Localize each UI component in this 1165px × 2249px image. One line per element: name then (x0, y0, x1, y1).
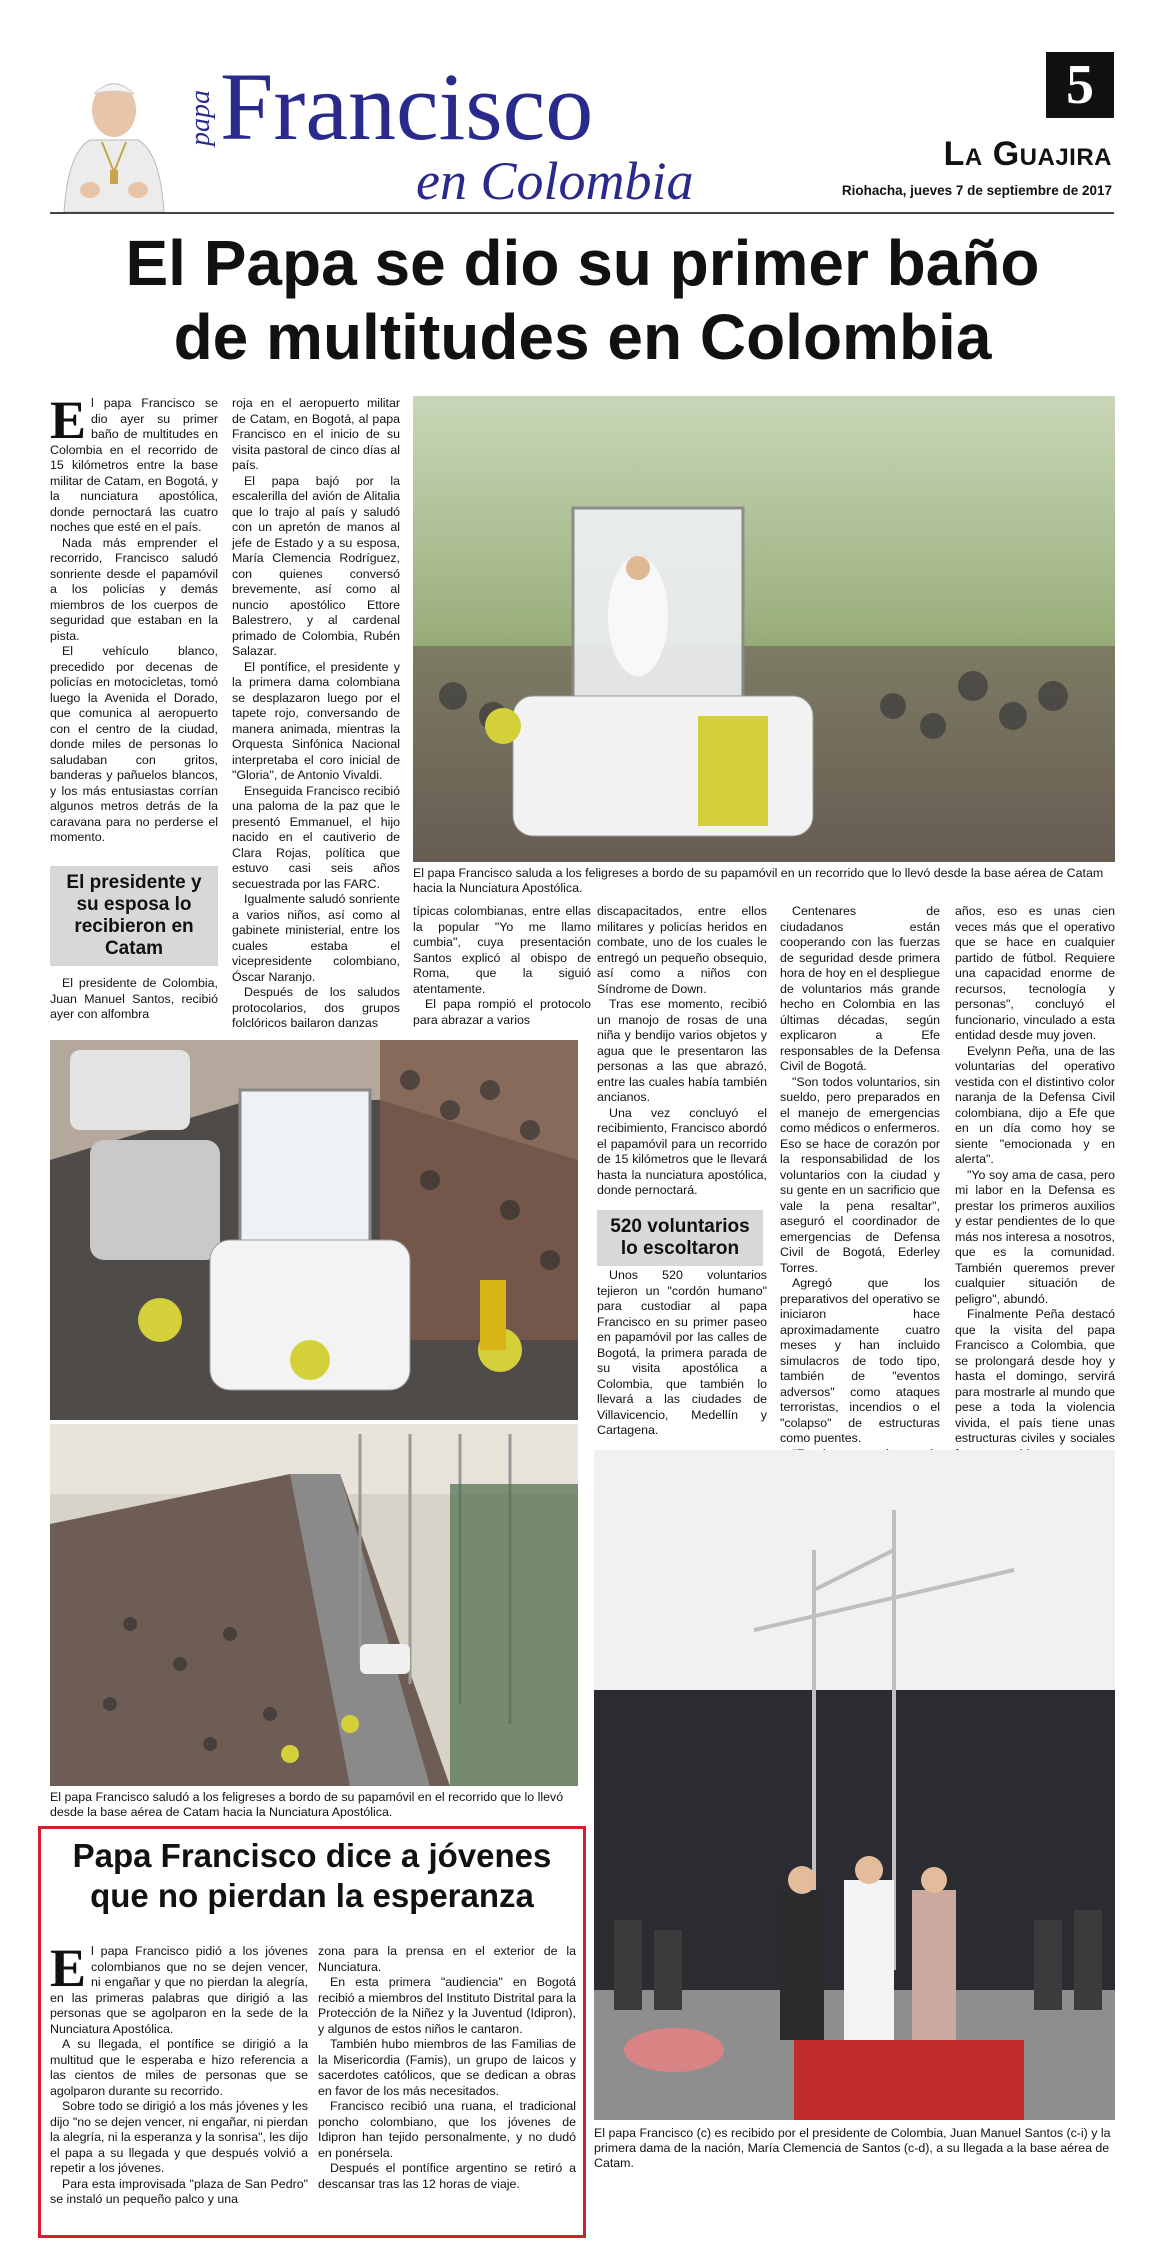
paragraph: típicas colombianas, entre ellas la popular "Yo me llamo cumbia", cuya presentación Santos explicó al obispo de Roma, que la siguió atentamente. (413, 904, 591, 996)
paragraph: El papa rompió el protocolo para abrazar a varios (413, 997, 591, 1027)
box-column-2 (318, 1944, 576, 2192)
masthead-rule (50, 212, 1114, 214)
subhead-presidente: El presidente y su esposa lo recibieron en Catam (50, 866, 218, 966)
headline-line-1: El Papa se dio su primer baño (125, 227, 1040, 299)
article-column-4-end (597, 1268, 767, 1439)
paragraph: Nada más emprender el recorrido, Francisco saludó sonriente desde el papamóvil a los policías y demás miembros de los cuerpos de seguridad que estaban en la pista. (50, 535, 218, 643)
headline (40, 226, 1125, 374)
paragraph: l papa Francisco se dio ayer su primer baño de multitudes en Colombia en el recorrido de 15 kilómetros entre la base militar de Catam, en Bogotá, y la nunciatura apostólica, donde pernoctará las cuatro noches que esté en el país. (50, 396, 218, 534)
paragraph: zona para la prensa en el exterior de la Nunciatura. (318, 1944, 576, 1974)
photo-3-caption: El papa Francisco saludó a los feligreses a bordo de su papamóvil en el recorrido que lo llevó desde la base aérea de Catam hacia la Nunciatura Apostólica. (50, 1790, 564, 1819)
photo-1-caption: El papa Francisco saluda a los feligreses a bordo de su papamóvil en un recorrido que lo llevó desde la base aérea de Catam hacia la Nunciatura Apostólica. (413, 866, 1104, 895)
paragraph: l papa Francisco pidió a los jóvenes colombianos que no se dejen vencer, ni engañar y que no pierdan la alegría, en las primeras palabras que dirigió a las personas que se agolparon en la sede de la Nunciatura Apostólica. (50, 1944, 308, 2036)
paragraph: El presidente de Colombia, Juan Manuel Santos, recibió ayer con alfombra (50, 976, 218, 1021)
article-column-3 (413, 904, 591, 1028)
paragraph: Enseguida Francisco recibió una paloma de la paz que le presentó Emmanuel, el hijo nacido en el cautiverio de Clara Rojas, política que estuvo casi seis años secuestrada por las FARC. (232, 783, 400, 891)
paragraph: discapacitados, entre ellos militares y policías heridos en combate, uno de los cuales le entregó un pequeño obsequio, así como a niños con Síndrome de Down. (597, 904, 767, 996)
paragraph: En esta primera "audiencia" en Bogotá recibió a miembros del Instituto Distrital para la Protección de la Niñez y la Juventud (Idipron), y algunos de estos niños le cantaron. (318, 1975, 576, 2036)
box-title-line-1: Papa Francisco dice a jóvenes (72, 1837, 552, 1874)
photo-4-caption: El papa Francisco (c) es recibido por el presidente de Colombia, Juan Manuel Santos (c-i) y la primera dama de la nación, María Clemencia de Santos (c-d), a su llegada a la base aérea de Catam. (594, 2126, 1111, 2170)
paragraph: Sobre todo se dirigió a los más jóvenes y les dijo "no se dejen vencer, ni engañar, ni pierdan la alegría, ni la esperanza y la sonrisa", les dijo el papa a su llegada y que después volvió a repetir a los jóvenes. (50, 2099, 308, 2175)
article-column-6 (955, 904, 1115, 1462)
page-number: 5 (1046, 52, 1114, 118)
paragraph: Agregó que los preparativos del operativo se iniciaron hace aproximadamente cuatro meses y han incluido simulacros de todo tipo, también de "eventos adversos" como ataques terroristas, incendios o el "colapso" de estructuras como puentes. (780, 1276, 940, 1445)
subhead-voluntarios: 520 voluntarios lo escoltaron (597, 1210, 763, 1266)
photo-papamovil-catam (413, 396, 1115, 862)
article-column-2 (232, 396, 400, 1032)
drop-cap: E (50, 390, 87, 450)
pope-portrait (50, 52, 178, 212)
paragraph: Después de los saludos protocolarios, dos grupos folclóricos bailaron danzas (232, 985, 400, 1030)
article-column-5 (780, 904, 940, 1509)
box-title (44, 1836, 580, 1916)
masthead-papa: papa (185, 90, 216, 146)
paragraph: Evelynn Peña, una de las voluntarias del operativo vestida con el distintivo color naranja de la Defensa Civil colombiana, dijo a Efe que en un día como hoy se siente "emocionada y en alerta". (955, 1043, 1115, 1166)
photo-papamovil-motorcade (50, 1040, 578, 1420)
paragraph: Centenares de ciudadanos están cooperando con las fuerzas de seguridad desde primera hora de hoy en el despliegue de voluntarios más grande hecho en Colombia en las últimas décadas, según explicaron a Efe responsables de la Defensa Civil de Bogotá. (780, 904, 940, 1073)
paper-name: La Guajira (943, 135, 1112, 173)
article-column-1-end (50, 976, 218, 1023)
headline-line-2: de multitudes en Colombia (173, 301, 992, 373)
masthead-en-colombia: en Colombia (416, 151, 694, 211)
paragraph: También hubo miembros de las Familias de la Misericordia (Famis), un grupo de laicos y sacerdotes católicos, que se dedican a obras en favor de los más necesitados. (318, 2037, 576, 2098)
paragraph: A su llegada, el pontífice se dirigió a la multitud que le esperaba e hizo referencia a las cientos de miles de personas que se agolparon durante su recorrido. (50, 2037, 308, 2098)
paragraph: años, eso es unas cien veces más que el operativo que se hace en cualquier partido de fútbol. Requiere una capacidad enorme de recursos, tecnología y personas", concluyó el funcionario, vinculado a esta entidad desde muy joven. (955, 904, 1115, 1042)
paragraph: Francisco recibió una ruana, el tradicional poncho colombiano, que los jóvenes de Idipron han tejido personalmente, y no dudó en ponérsela. (318, 2099, 576, 2160)
paragraph: El papa bajó por la escalerilla del avión de Alitalia que lo trajo al país y saludó con un apretón de manos al jefe de Estado y a su esposa, María Clemencia Rodríguez, con quienes conversó brevemente, así como al nuncio apostólico Ettore Balestrero, y al cardenal primado de Colombia, Rubén Salazar. (232, 473, 400, 658)
paragraph: "Yo soy ama de casa, pero mi labor en la Defensa es prestar los primeros auxilios y estar pendientes de lo que más nos interesa a nosotros, que es la comunidad. También queremos prever cualquier situación de peligro", abundó. (955, 1167, 1115, 1306)
paragraph: Igualmente saludó sonriente a varios niños, así como al gabinete ministerial, entre los cuales estaba el vicepresidente colombiano, Óscar Naranjo. (232, 892, 400, 984)
masthead-francisco: Francisco (220, 53, 594, 160)
paragraph: Tras ese momento, recibió un manojo de rosas de una niña y bendijo varios objetos y agua que le presentaron las personas a las que abrazó, entre las cuales había también ancianos. (597, 997, 767, 1104)
photo-reception-catam (594, 1450, 1115, 2120)
box-column-1 (50, 1938, 308, 2208)
paragraph: Para esta improvisada "plaza de San Pedro" se instaló un pequeño palco y una (50, 2176, 308, 2206)
article-column-1 (50, 390, 218, 846)
paragraph: Una vez concluyó el recibimiento, Francisco abordó el papamóvil para un recorrido de 15 kilómetros que le llevará hasta la nunciatura apostólica, donde pernoctará. (597, 1105, 767, 1197)
paragraph: Después el pontífice argentino se retiró a descansar tras las 12 horas de viaje. (318, 2161, 576, 2191)
paragraph: roja en el aeropuerto militar de Catam, en Bogotá, al papa Francisco en el inicio de su visita pastoral de cinco días al país. (232, 396, 400, 472)
paragraph: Unos 520 voluntarios tejieron un "cordón humano" para custodiar al papa Francisco en su primer paseo en papamóvil por las calles de Bogotá, la primera parada de su visita apostólica a Colombia, que también lo llevará a las ciudades de Villavicencio, Medellín y Cartagena. (597, 1268, 767, 1437)
photo-crowds-avenue (50, 1424, 578, 1786)
paragraph: Finalmente Peña destacó que la visita del papa Francisco a Colombia, que se prolongará desde hoy y hasta el domingo, servirá para mostrarle al mundo que pese a toda la violencia vivida, el país tiene unas estructuras civiles y sociales (955, 1307, 1115, 1445)
article-column-4 (597, 904, 767, 1199)
box-title-line-2: que no pierdan la esperanza (90, 1877, 534, 1914)
dateline: Riohacha, jueves 7 de septiembre de 2017 (841, 183, 1112, 198)
paragraph: El vehículo blanco, precedido por decenas de policías en motocicletas, tomó luego la Avenida el Dorado, que comunica al aeropuerto con el centro de la ciudad, donde miles de personas lo saludaban con gritos, banderas y pañuelos blancos, y los más entusiastas corrían algunos metros detrás de la caravana para no perderse el momento. (50, 644, 218, 844)
drop-cap: E (50, 1938, 87, 1998)
paragraph: El pontífice, el presidente y la primera dama colombiana se desplazaron luego por el tapete rojo, conversando de manera animada, mientras la Orquesta Sinfónica Nacional interpretaba el coro inicial de "Gloria", de Antonio Vivaldi. (232, 659, 400, 782)
paragraph: "Son todos voluntarios, sin sueldo, pero preparados en el manejo de emergencias como médicos o enfermeros. Eso se hace de corazón por la responsabilidad de los voluntarios con la ciudad y su gente en un sacrificio que vale la pena resaltar", aseguró el coordinador de emergencias de Defensa Civil de Bogotá, Ederley Torres. (780, 1074, 940, 1275)
